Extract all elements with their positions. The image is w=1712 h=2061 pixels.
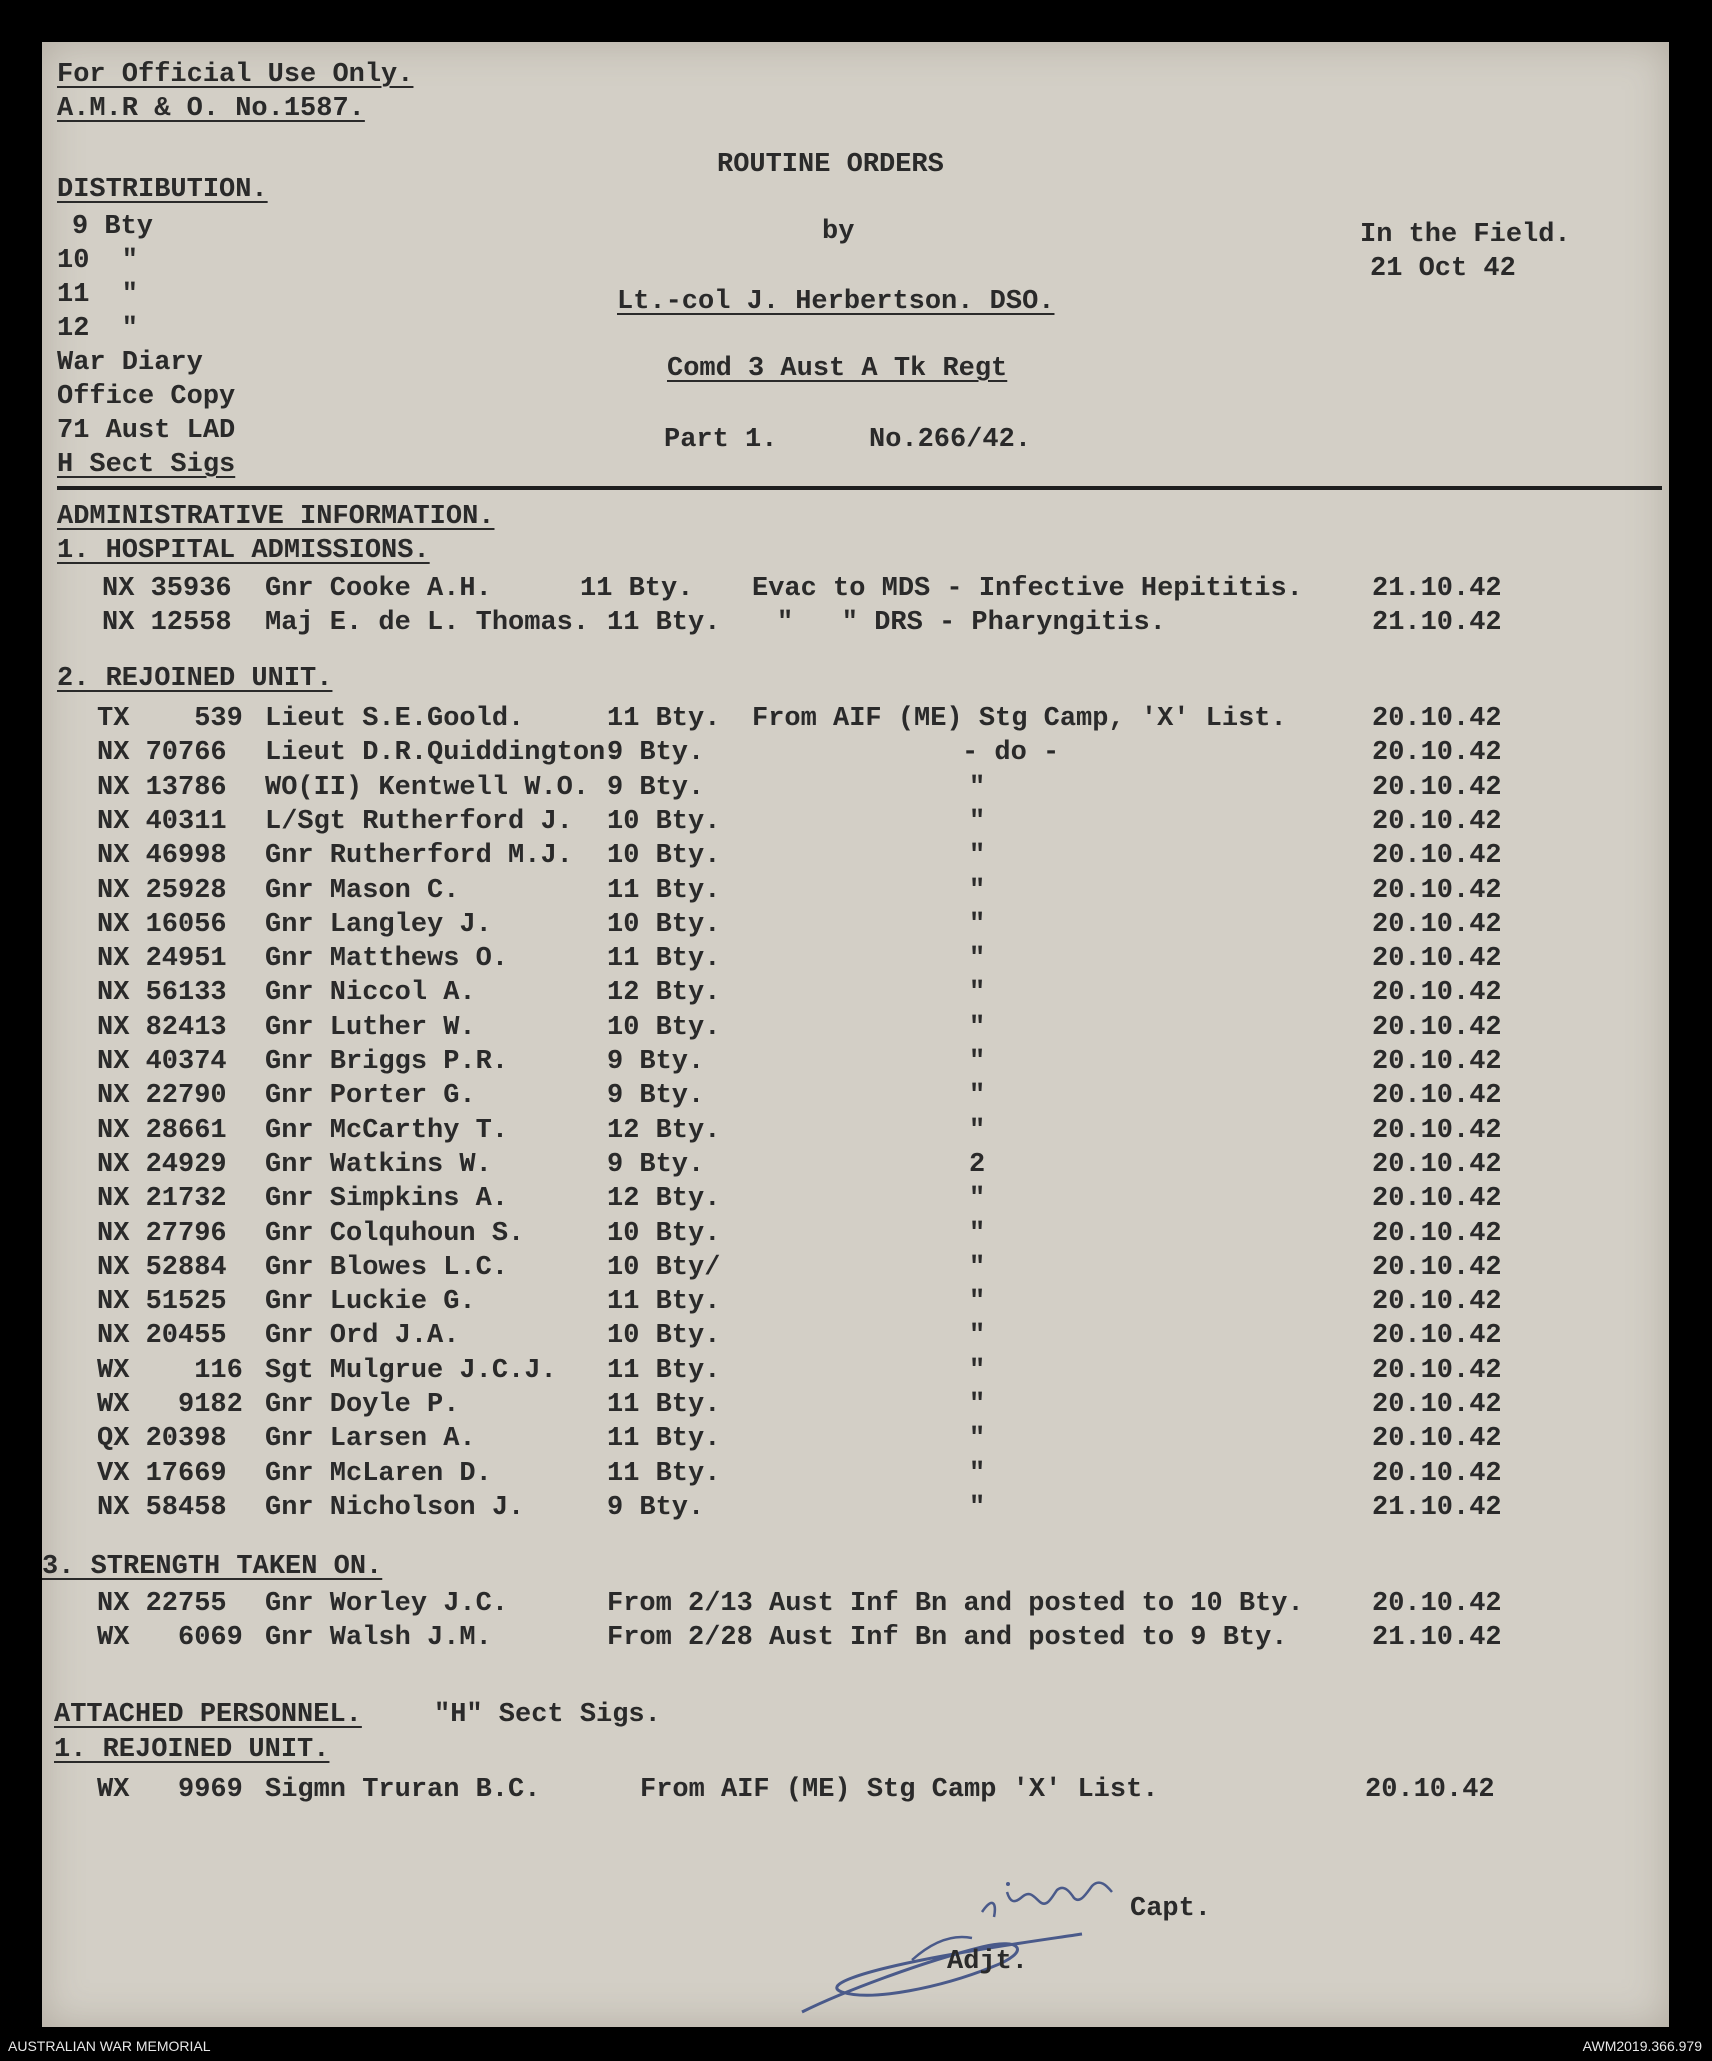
battery: 10 Bty. (607, 841, 721, 872)
person-name: Gnr Mason C. (265, 875, 460, 906)
entry-date: 20.10.42 (1372, 704, 1502, 734)
battery: 9 Bty. (607, 1492, 705, 1523)
service-number: NX 24951 (97, 944, 227, 975)
service-number: NX 40311 (97, 806, 227, 837)
service-number: NX 21732 (97, 1184, 227, 1215)
entry-date: 20.10.42 (1372, 1355, 1502, 1386)
battery: 10 Bty. (607, 1012, 721, 1043)
person-name: Gnr Larsen A. (265, 1424, 476, 1455)
service-number: NX 22790 (97, 1081, 227, 1112)
service-number: NX 28661 (97, 1115, 227, 1146)
table-row (42, 1047, 1669, 1081)
amro-number: A.M.R & O. No.1587. (57, 94, 365, 124)
entry-date: 20.10.42 (1365, 1775, 1495, 1805)
battery: 11 Bty. (607, 704, 721, 734)
entry-date: 20.10.42 (1372, 1218, 1502, 1249)
table-row (42, 1589, 1669, 1623)
distribution-item: 10 " (57, 246, 139, 276)
admin-heading: ADMINISTRATIVE INFORMATION. (57, 502, 495, 532)
detail: " (969, 806, 986, 837)
battery: 10 Bty. (607, 806, 721, 837)
battery: 9 Bty. (607, 738, 705, 769)
table-row (42, 1623, 1669, 1657)
entry-date: 21.10.42 (1372, 608, 1502, 638)
entry-date: 21.10.42 (1372, 574, 1502, 604)
service-number: NX 16056 (97, 909, 227, 940)
person-name: Gnr Ord J.A. (265, 1321, 460, 1352)
distribution-item: 71 Aust LAD (57, 416, 236, 446)
table-row (42, 841, 1669, 875)
service-number: TX 539 (97, 704, 243, 734)
table-row (42, 1013, 1669, 1047)
table-row (42, 910, 1669, 944)
service-number: NX 13786 (97, 772, 227, 803)
table-row (42, 944, 1669, 978)
person-name: Gnr Blowes L.C. (265, 1252, 509, 1283)
entry-date: 20.10.42 (1372, 1424, 1502, 1455)
table-row (42, 738, 1669, 772)
battery: 10 Bty/ (607, 1252, 721, 1283)
service-number: NX 22755 (97, 1589, 227, 1619)
battery: 12 Bty. (607, 1184, 721, 1215)
service-number: NX 27796 (97, 1218, 227, 1249)
battery: 11 Bty. (607, 1390, 721, 1420)
entry-date: 20.10.42 (1372, 1047, 1502, 1077)
battery: 11 Bty. (607, 608, 721, 638)
battery: 10 Bty. (607, 909, 721, 940)
entry-date: 20.10.42 (1372, 1458, 1502, 1489)
person-name: Gnr Cooke A.H. (265, 574, 492, 604)
table-row (42, 1493, 1669, 1527)
detail: " (969, 1218, 986, 1249)
detail: " (969, 1492, 986, 1523)
distribution-item: 12 " (57, 314, 139, 344)
service-number: NX 56133 (97, 978, 227, 1009)
table-row (42, 1390, 1669, 1424)
service-number: WX 9969 (97, 1775, 243, 1805)
table-row (42, 1219, 1669, 1253)
service-number: VX 17669 (97, 1458, 227, 1489)
battery: 9 Bty. (607, 1149, 705, 1180)
battery: 12 Bty. (607, 1115, 721, 1146)
person-name: Gnr Briggs P.R. (265, 1047, 509, 1077)
detail: " (969, 1458, 986, 1489)
entry-date: 20.10.42 (1372, 1115, 1502, 1146)
entry-date: 21.10.42 (1372, 1492, 1502, 1523)
distribution-heading: DISTRIBUTION. (57, 175, 268, 205)
header-divider (57, 486, 1662, 490)
detail: " (969, 1115, 986, 1146)
person-name: Gnr Nicholson J. (265, 1492, 525, 1523)
attached-unit: "H" Sect Sigs. (434, 1700, 661, 1730)
detail: 2 (969, 1149, 986, 1180)
person-name: WO(II) Kentwell W.O. (265, 772, 590, 803)
detail: " " DRS - Pharyngitis. (777, 608, 1166, 638)
entry-date: 20.10.42 (1372, 738, 1502, 769)
person-name: Gnr Doyle P. (265, 1390, 460, 1420)
table-row (42, 1184, 1669, 1218)
table-row (42, 1459, 1669, 1493)
entry-date: 20.10.42 (1372, 944, 1502, 975)
entry-date: 20.10.42 (1372, 1149, 1502, 1180)
entry-date: 20.10.42 (1372, 1081, 1502, 1112)
battery: 11 Bty. (607, 1424, 721, 1455)
distribution-item: H Sect Sigs (57, 450, 236, 480)
entry-date: 20.10.42 (1372, 1390, 1502, 1420)
commander-name: Lt.-col J. Herbertson. DSO. (617, 287, 1055, 317)
footer-archive-name: AUSTRALIAN WAR MEMORIAL (8, 2038, 211, 2054)
entry-date: 20.10.42 (1372, 1321, 1502, 1352)
service-number: NX 12558 (102, 608, 232, 638)
document-page (42, 42, 1669, 2027)
entry-date: 20.10.42 (1372, 978, 1502, 1009)
battery: 9 Bty. (607, 772, 705, 803)
detail: " (969, 1355, 986, 1386)
detail: " (969, 1012, 986, 1043)
entry-date: 21.10.42 (1372, 1623, 1502, 1653)
battery: 11 Bty. (580, 574, 694, 604)
hospital-heading: 1. HOSPITAL ADMISSIONS. (57, 536, 430, 566)
service-number: NX 20455 (97, 1321, 227, 1352)
detail: " (969, 1252, 986, 1283)
service-number: NX 24929 (97, 1149, 227, 1180)
detail: " (969, 944, 986, 975)
document-title: ROUTINE ORDERS (717, 150, 944, 180)
footer-reference: AWM2019.366.979 (1582, 2038, 1702, 2054)
detail: " (969, 1287, 986, 1318)
service-number: WX 116 (97, 1355, 243, 1386)
person-name: Lieut S.E.Goold. (265, 704, 525, 734)
table-row (42, 608, 1669, 642)
detail: Evac to MDS - Infective Hepititis. (752, 574, 1303, 604)
detail: " (969, 772, 986, 803)
distribution-item: War Diary (57, 348, 203, 378)
service-number: NX 25928 (97, 875, 227, 906)
person-name: Maj E. de L. Thomas. (265, 608, 590, 638)
battery: 12 Bty. (607, 978, 721, 1009)
person-name: Gnr Luther W. (265, 1012, 476, 1043)
table-row (42, 876, 1669, 910)
detail: From 2/13 Aust Inf Bn and posted to 10 Bty. (607, 1589, 1304, 1619)
part-label: Part 1. (664, 425, 778, 455)
battery: 9 Bty. (607, 1081, 705, 1112)
detail: - do - (962, 738, 1060, 769)
battery: 11 Bty. (607, 875, 721, 906)
table-row (42, 1356, 1669, 1390)
entry-date: 20.10.42 (1372, 1012, 1502, 1043)
service-number: NX 40374 (97, 1047, 227, 1077)
service-number: WX 9182 (97, 1390, 243, 1420)
detail: " (969, 1047, 986, 1077)
service-number: NX 52884 (97, 1252, 227, 1283)
entry-date: 20.10.42 (1372, 772, 1502, 803)
person-name: Gnr McLaren D. (265, 1458, 492, 1489)
service-number: NX 82413 (97, 1012, 227, 1043)
entry-date: 20.10.42 (1372, 1589, 1502, 1619)
person-name: Gnr Walsh J.M. (265, 1623, 492, 1653)
attached-heading: ATTACHED PERSONNEL. (54, 1700, 362, 1730)
battery: 11 Bty. (607, 944, 721, 975)
detail: From AIF (ME) Stg Camp 'X' List. (640, 1775, 1159, 1805)
handwritten-signature (782, 1842, 1252, 2022)
strength-heading: 3. STRENGTH TAKEN ON. (42, 1552, 383, 1582)
detail: " (969, 875, 986, 906)
person-name: Gnr Simpkins A. (265, 1184, 509, 1215)
table-row (42, 1081, 1669, 1115)
distribution-item: Office Copy (57, 382, 236, 412)
table-row (42, 1116, 1669, 1150)
signature-appointment: Adjt. (947, 1947, 1029, 1977)
table-row (42, 773, 1669, 807)
service-number: NX 51525 (97, 1287, 227, 1318)
battery: 9 Bty. (607, 1047, 705, 1077)
entry-date: 20.10.42 (1372, 875, 1502, 906)
service-number: WX 6069 (97, 1623, 243, 1653)
rejoined-heading: 2. REJOINED UNIT. (57, 664, 333, 694)
battery: 11 Bty. (607, 1355, 721, 1386)
service-number: NX 58458 (97, 1492, 227, 1523)
person-name: Sigmn Truran B.C. (265, 1775, 541, 1805)
service-number: QX 20398 (97, 1424, 227, 1455)
by-label: by (822, 217, 855, 247)
person-name: Sgt Mulgrue J.C.J. (265, 1355, 557, 1386)
person-name: Gnr Langley J. (265, 909, 492, 940)
service-number: NX 46998 (97, 841, 227, 872)
date-label: 21 Oct 42 (1370, 254, 1516, 284)
service-number: NX 70766 (97, 738, 227, 769)
person-name: L/Sgt Rutherford J. (265, 806, 573, 837)
entry-date: 20.10.42 (1372, 841, 1502, 872)
person-name: Gnr Colquhoun S. (265, 1218, 525, 1249)
battery: 10 Bty. (607, 1218, 721, 1249)
entry-date: 20.10.42 (1372, 1252, 1502, 1283)
detail: " (969, 841, 986, 872)
detail: " (969, 1184, 986, 1215)
detail: " (969, 1321, 986, 1352)
table-row (42, 574, 1669, 608)
signature-rank: Capt. (1130, 1894, 1212, 1924)
detail: " (969, 909, 986, 940)
person-name: Gnr Worley J.C. (265, 1589, 509, 1619)
distribution-item: 9 Bty (72, 212, 154, 242)
battery: 11 Bty. (607, 1458, 721, 1489)
person-name: Gnr Luckie G. (265, 1287, 476, 1318)
table-row (42, 807, 1669, 841)
person-name: Gnr Rutherford M.J. (265, 841, 573, 872)
battery: 11 Bty. (607, 1287, 721, 1318)
person-name: Gnr McCarthy T. (265, 1115, 509, 1146)
table-row (42, 1150, 1669, 1184)
table-row (42, 1253, 1669, 1287)
entry-date: 20.10.42 (1372, 806, 1502, 837)
official-use-label: For Official Use Only. (57, 60, 414, 90)
distribution-item: 11 " (57, 280, 139, 310)
table-row (42, 978, 1669, 1012)
detail: From AIF (ME) Stg Camp, 'X' List. (752, 704, 1287, 734)
person-name: Gnr Matthews O. (265, 944, 509, 975)
entry-date: 20.10.42 (1372, 909, 1502, 940)
service-number: NX 35936 (102, 574, 232, 604)
person-name: Gnr Watkins W. (265, 1149, 492, 1180)
table-row (42, 1321, 1669, 1355)
person-name: Lieut D.R.Quiddington. (265, 738, 622, 769)
person-name: Gnr Niccol A. (265, 978, 476, 1009)
command-title: Comd 3 Aust A Tk Regt (667, 354, 1008, 384)
detail: " (969, 1390, 986, 1420)
attached-subheading: 1. REJOINED UNIT. (54, 1735, 330, 1765)
order-number: No.266/42. (869, 425, 1032, 455)
detail: From 2/28 Aust Inf Bn and posted to 9 Bty. (607, 1623, 1288, 1653)
table-row (42, 704, 1669, 738)
detail: " (969, 1081, 986, 1112)
detail: " (969, 1424, 986, 1455)
entry-date: 20.10.42 (1372, 1287, 1502, 1318)
detail: " (969, 978, 986, 1009)
place-label: In the Field. (1360, 220, 1571, 250)
battery: 10 Bty. (607, 1321, 721, 1352)
entry-date: 20.10.42 (1372, 1184, 1502, 1215)
table-row (42, 1287, 1669, 1321)
person-name: Gnr Porter G. (265, 1081, 476, 1112)
table-row (42, 1424, 1669, 1458)
table-row (42, 1775, 1669, 1809)
